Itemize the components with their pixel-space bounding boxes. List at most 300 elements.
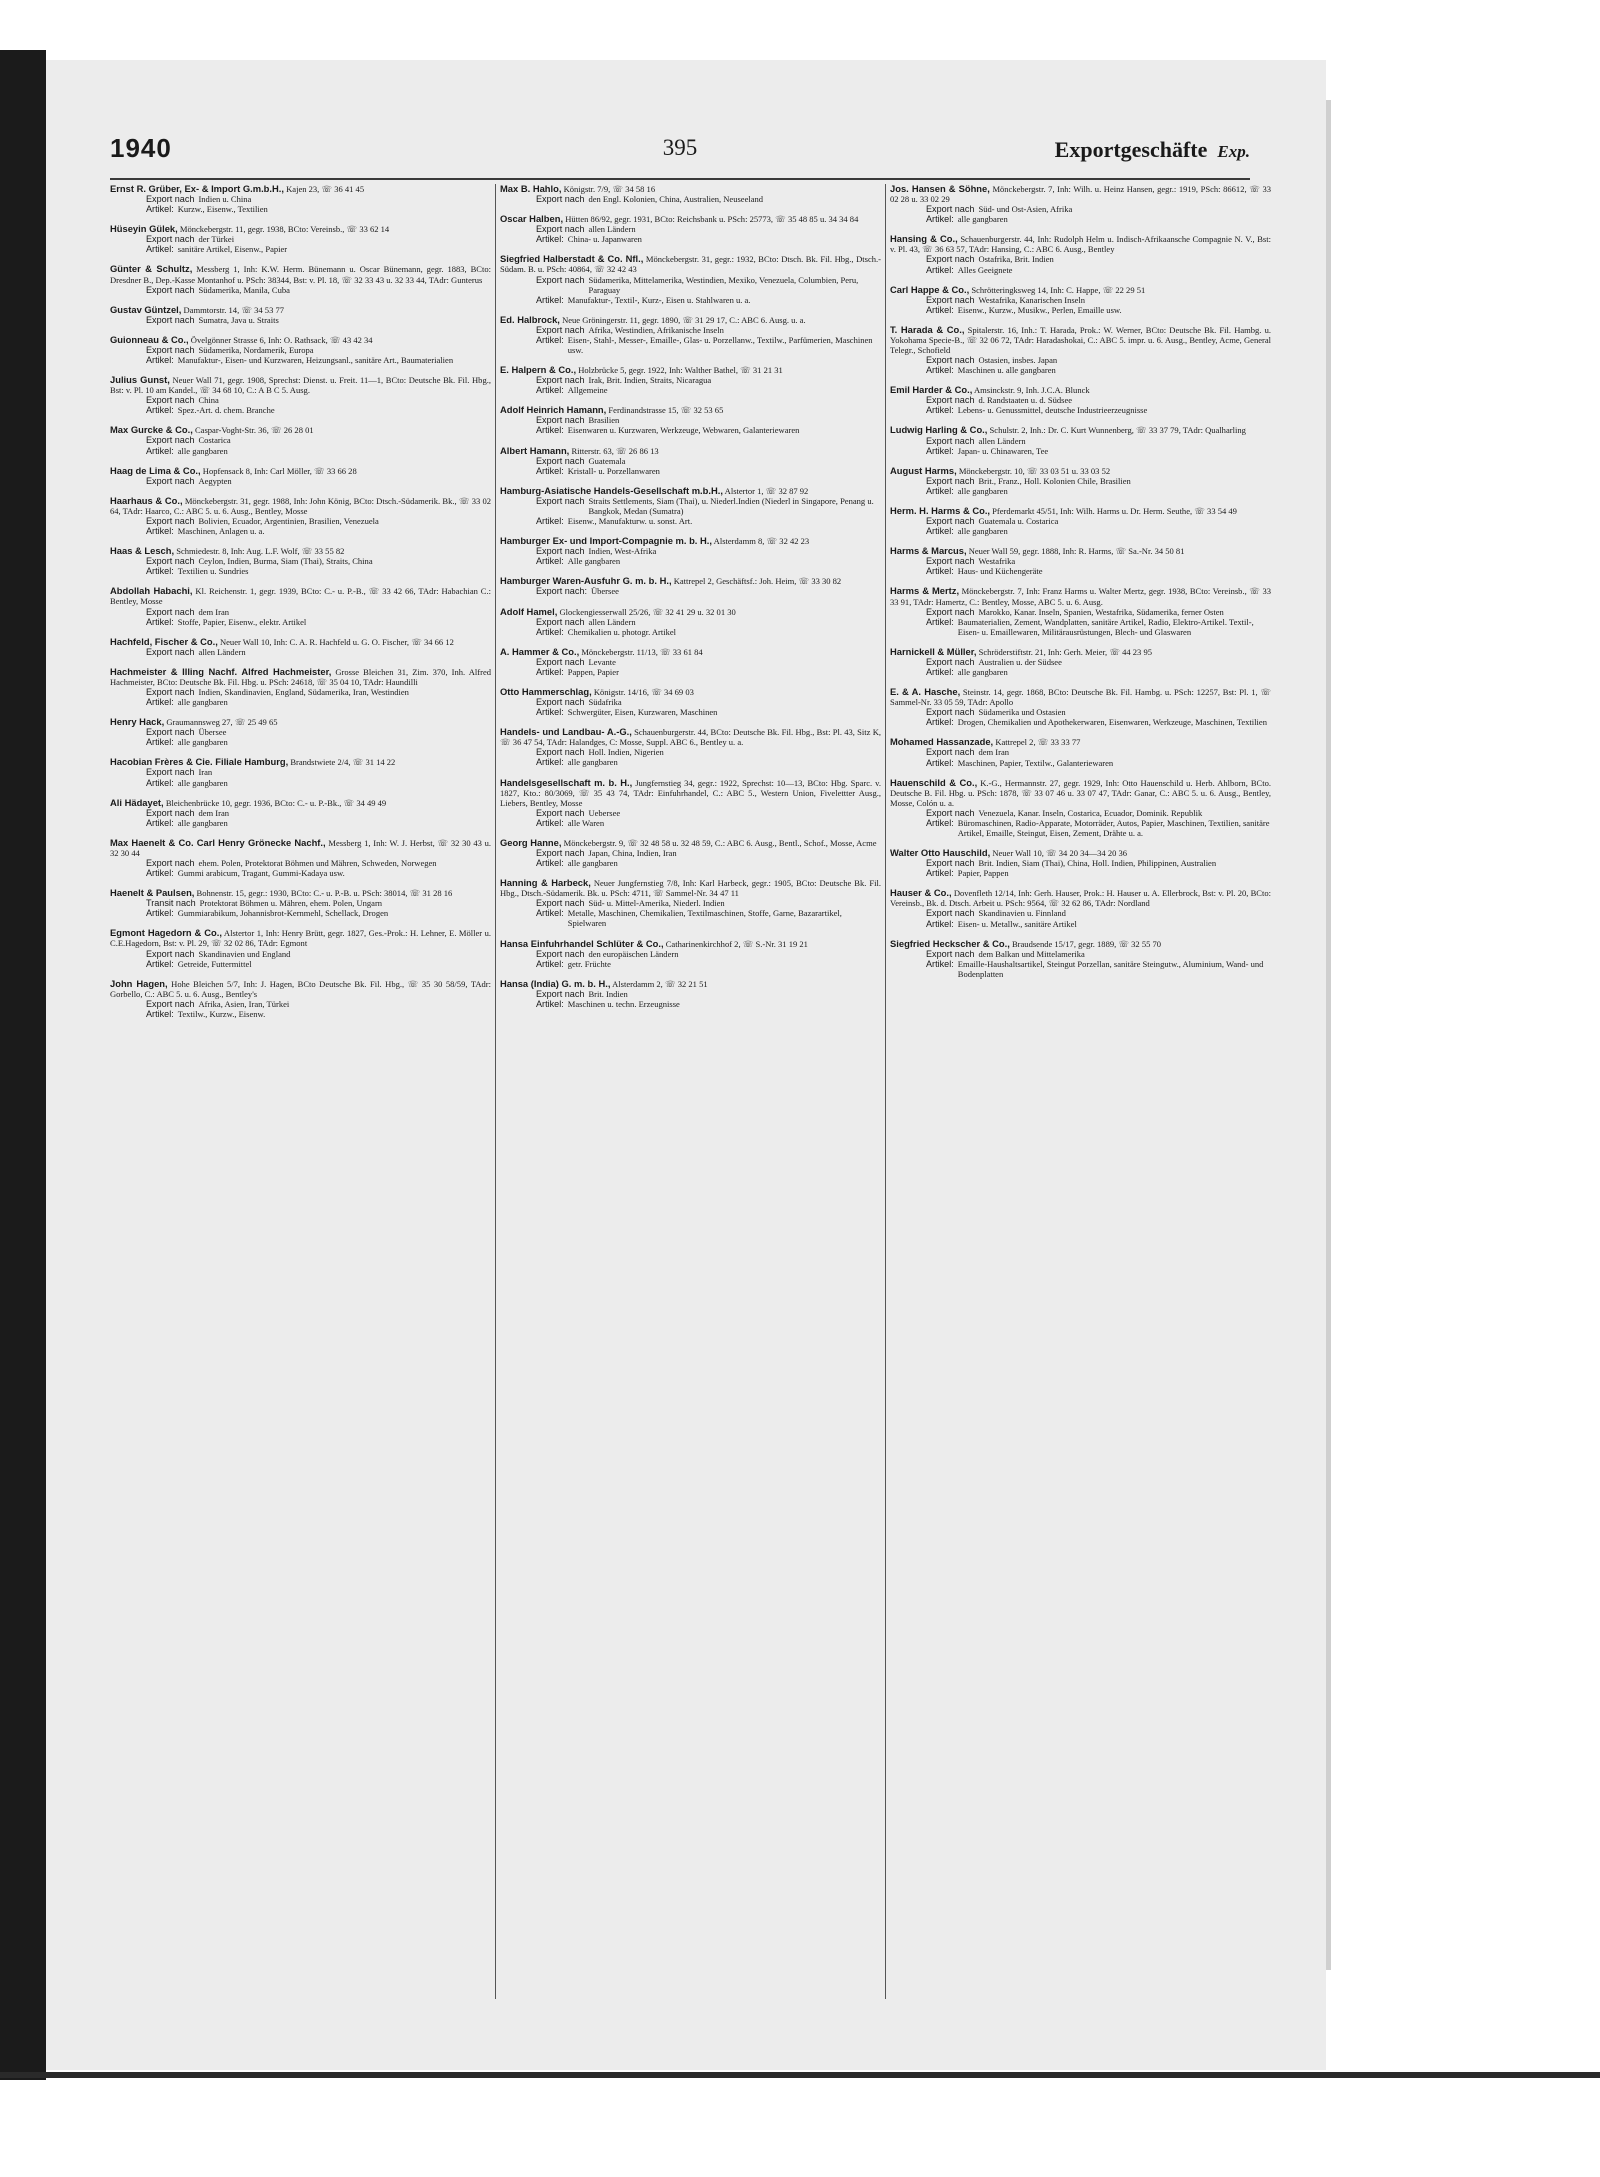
directory-entry [110,496,491,536]
directory-entry [890,466,1271,496]
field-value: alle gangbaren [567,858,618,869]
entry-field [890,566,1271,576]
company-details: Schmiedestr. 8, Inh: Aug. L.F. Wolf, ☏ 33 55 82 [176,546,345,557]
directory-entry [500,315,881,355]
entry-heading [890,234,1271,254]
entry-field [110,516,491,526]
entry-field [890,667,1271,677]
field-value: Ostasien, insbes. Japan [978,355,1058,366]
directory-entry [890,325,1271,375]
company-name: T. Harada & Co., [890,324,965,335]
field-value: Haus- und Küchengeräte [957,566,1043,577]
directory-entry [110,717,491,747]
company-details: Schulstr. 2, Inh.: Dr. C. Kurt Wunnenberg, ☏ 33 37 79, TAdr: Qualharling [989,425,1246,436]
company-name: Hansa (India) G. m. b. H., [500,978,611,989]
directory-entry [890,385,1271,415]
column-3 [890,184,1271,2002]
field-value: alle gangbaren [567,757,618,768]
field-value: alle gangbaren [177,445,228,456]
company-name: Julius Gunst, [110,375,170,386]
entry-field [500,627,881,637]
directory-entry [110,586,491,626]
field-value: Textilien u. Sundries [177,566,249,577]
field-value: Süd- u. Mittel-Amerika, Niederl. Indien [588,898,725,909]
entry-field [110,959,491,969]
field-label: Artikel: [536,998,564,1009]
field-label: Export nach [926,656,975,667]
directory-entry [110,979,491,1019]
field-label: Artikel: [536,908,564,919]
company-details: Catharinenkirchhof 2, ☏ S.-Nr. 31 19 21 [665,938,808,949]
directory-entry [890,939,1271,979]
company-name: Mohamed Hassanzade, [890,737,994,748]
entry-field [890,717,1271,727]
entry-heading [890,647,1271,657]
entry-field [110,556,491,566]
field-label: Export nach [146,767,195,778]
field-label: Export nach [536,656,585,667]
company-details: Neuer Wall 10, ☏ 34 20 34—34 20 36 [992,848,1128,859]
field-value: Textilw., Kurzw., Eisenw. [177,1008,266,1019]
company-name: Harnickell & Müller, [890,646,977,657]
company-details: Spitalerstr. 16, Inh.: T. Harada, Prok.: W. Werner, BCto: Deutsche Bk. Fil. Hambg. u. Yokohama Specie-B., ☏ 32 06 72, TAdr: Haradashokai, C.: ABC 5. impr. u. 6. Ausg., Bentley, Acme, General Telegr., Schofield [890,324,1271,356]
field-label: Artikel: [146,908,174,919]
field-value: Afrika, Westindien, Afrikanische Inseln [588,324,724,335]
field-value: Brasilien [588,415,620,426]
entry-heading [110,979,491,999]
header-title: Exportgeschäfte [1054,137,1208,162]
company-name: Harms & Mertz, [890,586,960,597]
entry-heading [890,737,1271,747]
field-label: Export nach [536,375,585,386]
field-label: Artikel: [536,817,564,828]
company-name: Hamburger Ex- und Import-Compagnie m. b. H., [500,536,712,547]
company-name: Henry Hack, [110,717,165,728]
directory-entry [110,425,491,455]
field-label: Artikel: [146,697,174,708]
field-label: Export nach [536,274,585,285]
field-value: Brit. Indien, Siam (Thai), China, Holl. Indien, Philippinen, Australien [978,858,1217,869]
company-details: Mönckebergstr. 9, ☏ 32 48 58 u. 32 48 59, C.: ABC 6. Ausg., Bentl., Schof., Mosse, Acme [563,837,877,848]
company-name: Harms & Marcus, [890,546,967,557]
company-details: Königstr. 14/16, ☏ 34 69 03 [593,686,694,697]
company-name: Hansing & Co., [890,234,958,245]
field-value: dem Iran [198,807,230,818]
entry-field [890,758,1271,768]
field-label: Export nach [926,807,975,818]
entry-field [890,908,1271,918]
entry-heading [110,928,491,948]
company-details: Ritterstr. 63, ☏ 26 86 13 [571,445,659,456]
entry-heading [110,546,491,556]
directory-entry [890,285,1271,315]
field-label: Export nach [536,324,585,335]
field-label: Export nach [536,948,585,959]
field-value: Papier, Pappen [957,868,1009,879]
entry-field [890,476,1271,486]
entry-field [110,687,491,697]
directory-entry [890,546,1271,576]
field-value: Venezuela, Kanar. Inseln, Costarica, Ecuador, Dominik. Republik [978,807,1203,818]
field-value: allen Ländern [198,646,246,657]
entry-field [110,476,491,486]
company-name: Haenelt & Paulsen, [110,888,195,899]
directory-entry [500,687,881,717]
field-value: Skandinavien u. Finnland [978,908,1066,919]
field-label: Artikel: [146,204,174,215]
field-label: Export nach [926,858,975,869]
directory-entry [500,254,881,304]
entry-field [890,365,1271,375]
field-label: Export nach [536,224,585,235]
field-value: Südamerika und Ostasien [978,707,1066,718]
company-details: Neuer Jungfernstieg 7/8, Inh: Karl Harbeck, gegr.: 1905, BCto: Deutsche Bk. Fil. Hbg., Dtsch.-Südamerik. Bk. u. PSch: 4711, ☏ Sammel-Nr. 34 47 11 [500,878,881,899]
entry-field [110,315,491,325]
entry-field [110,778,491,788]
entry-heading [110,496,491,516]
company-details: Holzbrücke 5, gegr. 1922, Inh: Walther Bathel, ☏ 31 21 31 [578,365,783,376]
entry-heading [890,385,1271,395]
entry-field [500,556,881,566]
directory-entry [890,647,1271,677]
entry-field [890,657,1271,667]
field-label: Export nach [536,847,585,858]
directory-entry [890,184,1271,224]
directory-entry [890,586,1271,636]
entry-field [110,285,491,295]
company-details: K.-G., Hermannstr. 27, gegr. 1929, Inh: Otto Hauenschild u. Herb. Ahlborn, BCto. Deutsche B. Fil. Hbg. u. PSch: 1878, ☏ 33 07 46 u. 33 07 47, TAdr: Ganar, C.: ABC 5. u. 6. Ausg., Bentley, Mosse, Colón u. a. [890,777,1271,808]
field-label: Export nach [926,204,975,215]
field-value: Guatemala u. Costarica [978,516,1059,527]
entry-field [110,697,491,707]
directory-entry [500,607,881,637]
entry-field [110,999,491,1009]
company-details: Alsterdamm 8, ☏ 32 42 23 [713,536,810,547]
entry-heading [500,315,881,325]
directory-entry [890,778,1271,838]
scan-edge-bottom [0,2072,1600,2078]
field-value: Metalle, Maschinen, Chemikalien, Textilmaschinen, Stoffe, Garne, Bazarartikel, Spielwaren [567,908,842,929]
entry-heading [110,757,491,767]
field-value: Indien, Skandinavien, England, Südamerika, Iran, Westindien [198,686,409,697]
field-value: Lebens- u. Genussmittel, deutsche Industrieerzeugnisse [957,405,1148,416]
field-value: alle gangbaren [957,666,1008,677]
field-value: den Engl. Kolonien, China, Australien, Neuseeland [588,194,764,205]
company-details: Kattrepel 2, ☏ 33 33 77 [995,737,1081,748]
field-value: ehem. Polen, Protektorat Böhmen und Mähren, Schweden, Norwegen [198,857,437,868]
entry-heading [110,425,491,435]
directory-entry [890,737,1271,767]
field-value: alle Waren [567,817,605,828]
company-name: Siegfried Halberstadt & Co. Nfl., [500,254,644,265]
field-label: Export nach [146,475,195,486]
field-label: Export nach [146,194,195,205]
directory-entry [500,727,881,767]
entry-field [890,486,1271,496]
field-label: Artikel: [146,616,174,627]
column-divider [495,184,496,1999]
field-value: China [198,395,219,406]
entry-heading [500,446,881,456]
entry-heading [110,466,491,476]
field-label: Artikel: [146,777,174,788]
entry-heading [890,425,1271,435]
field-label: Artikel: [926,666,954,677]
entry-heading [890,546,1271,556]
field-label: Artikel: [146,1008,174,1019]
company-details: Graumannsweg 27, ☏ 25 49 65 [166,717,278,728]
entry-field [890,204,1271,214]
entry-heading [500,214,881,224]
field-value: Protektorat Böhmen u. Mähren, ehem. Polen, Ungarn [199,898,383,909]
entry-field [890,858,1271,868]
company-name: Oscar Halben, [500,214,564,225]
field-value: Maschinen, Papier, Textilw., Galanteriewaren [957,757,1114,768]
field-label: Artikel: [146,958,174,969]
entry-field [110,566,491,576]
column-divider [885,184,886,1999]
header-abbreviation: Exp. [1217,142,1250,161]
directory-entry [110,466,491,486]
entry-field [500,375,881,385]
scan-edge-right [1326,100,1331,1970]
entry-field [500,747,881,757]
entry-field [890,808,1271,818]
field-label: Export nach [926,294,975,305]
field-value: Emaille-Haushaltsartikel, Steingut Porzellan, sanitäre Steingutw., Aluminium, Wand- und Bodenplatten [957,958,1264,979]
field-value: Büromaschinen, Radio-Apparate, Motorräder, Autos, Papier, Maschinen, Textilien, sanitäre Artikel, Emaille, Steingut, Eisen, Zement, Drähte u. a. [957,817,1270,838]
company-details: Kattrepel 2, Geschäftsf.: Joh. Heim, ☏ 33 30 82 [673,576,842,587]
field-value: getr. Früchte [567,958,611,969]
directory-entry [110,335,491,365]
directory-entry [500,939,881,969]
entry-heading [110,667,491,687]
field-value: alle gangbaren [177,697,228,708]
company-name: Hacobian Frères & Cie. Filiale Hamburg, [110,757,289,768]
field-value: Ceylon, Indien, Burma, Siam (Thai), Straits, China [198,556,373,567]
field-value: Chemikalien u. photogr. Artikel [567,626,677,637]
field-value: alle gangbaren [177,817,228,828]
field-label: Artikel: [536,294,564,305]
company-details: Neuer Wall 10, Inh: C. A. R. Hachfeld u. G. O. Fischer, ☏ 34 66 12 [219,636,454,647]
field-value: Iran [198,767,213,778]
field-label: Artikel: [926,616,954,627]
entry-field [890,254,1271,264]
entry-heading [500,576,881,586]
field-value: dem Iran [978,747,1010,758]
entry-field [500,456,881,466]
entry-heading [110,375,491,395]
field-label: Export nach [926,707,975,718]
field-label: Export nach [146,686,195,697]
entry-field [110,767,491,777]
company-details: Messberg 1, Inh: W. J. Herbst, ☏ 32 30 43 u. 32 30 44 [110,837,491,858]
field-value: der Türkei [198,234,235,245]
field-label: Export nach [926,355,975,366]
field-value: Straits Settlements, Siam (Thai), u. Niederl.Indien (Niederl in Singapore, Penang u. Bangkok, Medan (Sumatra) [588,495,874,516]
field-label: Artikel: [146,817,174,828]
field-value: Levante [588,656,616,667]
entry-field [110,607,491,617]
field-label: Export nach [926,254,975,265]
field-value: Kurzw., Eisenw., Textilien [177,204,268,215]
field-label: Artikel: [536,757,564,768]
entry-field [110,868,491,878]
entry-field [890,436,1271,446]
entry-heading [500,878,881,898]
company-details: Caspar-Voght-Str. 36, ☏ 26 28 01 [194,425,314,436]
entry-field [890,556,1271,566]
field-label: Artikel: [536,666,564,677]
entry-field [500,808,881,818]
entry-field [890,607,1271,617]
header-page-number: 395 [662,135,698,160]
company-name: Ali Hädayet, [110,797,164,808]
field-value: allen Ländern [588,616,636,627]
field-label: Artikel: [926,868,954,879]
entry-heading [110,717,491,727]
entry-heading [890,586,1271,606]
entry-heading [110,184,491,194]
company-name: Ludwig Harling & Co., [890,425,988,436]
field-label: Export nach [536,415,585,426]
directory-entry [890,848,1271,878]
field-value: Brit., Franz., Holl. Kolonien Chile, Brasilien [978,475,1131,486]
entry-field [500,989,881,999]
entry-field [500,999,881,1009]
company-details: Grosse Bleichen 31, Zim. 370, Inh. Alfred Hachmeister, BCto: Deutsche Bk. Fil. Hbg. u. PSch: 24618, ☏ 35 04 10, TAdr: Haundilli [110,666,491,687]
field-label: Export nach [536,898,585,909]
company-name: Handels- und Landbau- A.-G., [500,727,632,738]
company-details: Pferdemarkt 45/51, Inh: Wilh. Harms u. Dr. Herm. Seuthe, ☏ 33 54 49 [992,505,1237,516]
company-name: Georg Hanne, [500,837,562,848]
directory-entry [500,214,881,244]
entry-heading [110,838,491,858]
field-value: alle gangbaren [957,485,1008,496]
directory-entry [110,888,491,918]
entry-field [890,405,1271,415]
field-label: Export nach [926,948,975,959]
directory-entry [500,576,881,596]
field-value: Afrika, Asien, Iran, Türkei [198,998,290,1009]
company-name: Hanning & Harbeck, [500,878,591,889]
entry-field [500,466,881,476]
field-value: d. Randstaaten u. d. Südsee [978,395,1073,406]
field-label: Artikel: [536,465,564,476]
company-name: Hamburg-Asiatische Handels-Gesellschaft m.b.H., [500,485,723,496]
entry-heading [890,184,1271,204]
company-name: Carl Happe & Co., [890,284,970,295]
company-name: Gustav Güntzel, [110,304,182,315]
field-value: dem Iran [198,606,230,617]
entry-field [500,586,881,596]
entry-field [890,265,1271,275]
company-name: John Hagen, [110,978,168,989]
field-label: Artikel: [926,526,954,537]
entry-field [500,757,881,767]
entry-field [110,908,491,918]
company-name: Walter Otto Hauschild, [890,848,991,859]
company-details: Ferdinandstrasse 15, ☏ 32 53 65 [608,405,724,416]
entry-heading [110,586,491,606]
field-value: Südafrika [588,697,622,708]
entry-field [110,435,491,445]
company-details: Jungfernstieg 34, gegr.: 1922, Sprechst: 10—13, BCto: Hbg. Sparc. v. 1827, Kto.: 80/3069, ☏ 35 43 74, TAdr: Einfuhrhandel, C.: ABC 5., Western Union, Fivelettter Ausg., Liebers, Bentley, Mosse [500,777,881,808]
field-label: Artikel: [926,214,954,225]
entry-heading [500,939,881,949]
entry-heading [500,838,881,848]
field-value: Maschinen u. alle gangbaren [957,365,1056,376]
field-label: Export nach [146,807,195,818]
entry-field [110,204,491,214]
field-label: Artikel: [536,385,564,396]
directory-entry [500,486,881,526]
entry-heading [110,224,491,234]
entry-field [890,214,1271,224]
field-label: Artikel: [926,918,954,929]
field-value: Skandinavien und England [198,948,291,959]
directory-entry [890,234,1271,274]
field-label: Artikel: [146,355,174,366]
company-details: Mönckebergstr. 31, gegr.: 1932, BCto: Dtsch. Bk. Fil. Hbg., Dtsch.-Südam. B. u. PSch: 40864, ☏ 32 42 43 [500,254,881,275]
field-value: Eisenw., Kurzw., Musikw., Perlen, Emaille usw. [957,304,1122,315]
field-value: Eisen-, Stahl-, Messer-, Emaille-, Glas- u. Porzellanw., Textilw., Parfümerien, Maschinen usw. [567,334,873,356]
entry-heading [890,325,1271,355]
company-details: Amsinckstr. 9, Inh. J.C.A. Blunck [973,385,1090,396]
field-label: Export nach [536,455,585,466]
entry-field [500,818,881,828]
company-name: Hauser & Co., [890,888,952,899]
directory-entry [500,536,881,566]
company-details: Königstr. 7/9, ☏ 34 58 16 [563,184,656,194]
company-name: Emil Harder & Co., [890,385,973,396]
entry-field [110,727,491,737]
company-details: Neuer Wall 71, gegr. 1908, Sprechst: Dienst. u. Freit. 11—1, BCto: Deutsche Bk. Fil. Hbg., Bst: v. Pl. 10 am Kandel., ☏ 34 68 10, C.: A B C 5. Ausg. [110,375,491,396]
field-label: Export nach [536,747,585,758]
field-label: Export nach [536,807,585,818]
field-value: Gummiarabikum, Johannisbrot-Kernmehl, Schellack, Drogen [177,908,389,919]
entry-field [890,949,1271,959]
field-value: Aegypten [198,475,232,486]
company-name: Guionneau & Co., [110,334,189,345]
field-value: Uebersee [588,807,621,818]
directory-entry [500,647,881,677]
directory-entry [500,446,881,476]
field-value: sanitäre Artikel, Eisenw., Papier [177,244,288,255]
company-details: Brandstwiete 2/4, ☏ 31 14 22 [290,757,396,768]
entry-field [110,345,491,355]
directory-entry [500,405,881,435]
company-details: Alstertor 1, ☏ 32 87 92 [724,485,809,496]
directory-entry [890,888,1271,928]
field-value: Holl. Indien, Nigerien [588,747,664,758]
company-name: E. Halpern & Co., [500,365,577,376]
entry-field [500,295,881,305]
company-name: Haas & Lesch, [110,546,175,557]
field-value: alle gangbaren [957,214,1008,225]
entry-heading [110,305,491,315]
directory-entry [110,798,491,828]
entry-field [110,617,491,627]
field-label: Artikel: [536,556,564,567]
field-value: Guatemala [588,455,626,466]
field-label: Artikel: [926,817,954,828]
entry-field [110,355,491,365]
company-details: Glockengiesserwall 25/26, ☏ 32 41 29 u. 32 01 30 [559,606,736,617]
entry-heading [500,607,881,617]
field-value: Übersee [590,586,619,597]
company-name: Hansa Einfuhrhandel Schlüter & Co., [500,938,664,949]
